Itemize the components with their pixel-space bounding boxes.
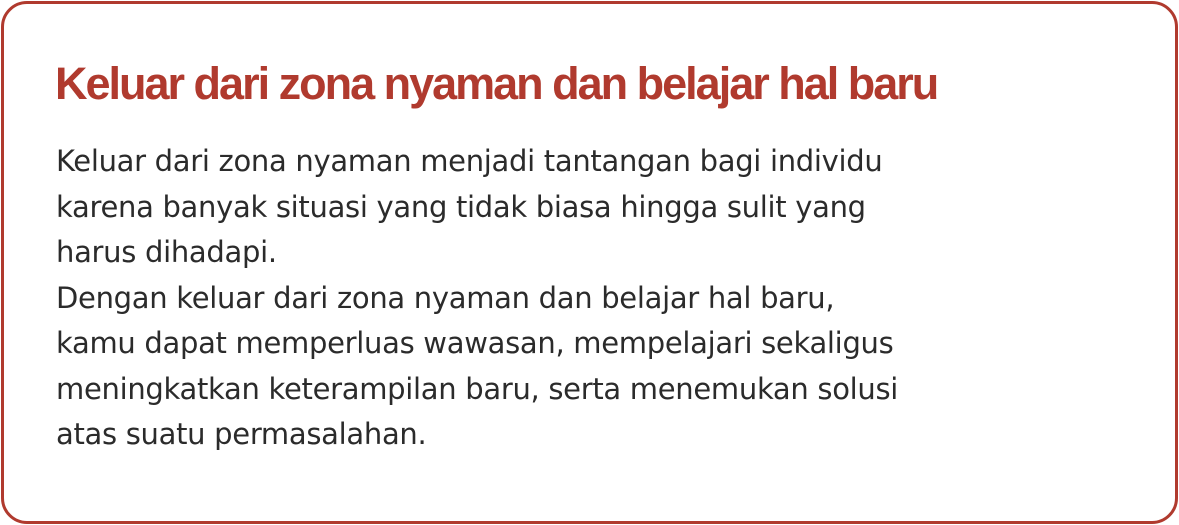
body-line: atas suatu permasalahan. (56, 417, 427, 451)
body-line: meningkatkan keterampilan baru, serta menemukan solusi (56, 371, 899, 406)
body-line: Keluar dari zona nyaman menjadi tantangan bagi individu (56, 144, 883, 178)
body-line: karena banyak situasi yang tidak biasa hingga sulit yang (56, 189, 866, 224)
card-title: Keluar dari zona nyaman dan belajar hal baru (55, 58, 938, 109)
body-line: Dengan keluar dari zona nyaman dan belajar hal baru, (56, 280, 835, 315)
card-body (56, 139, 1136, 458)
body-line: harus dihadapi. (56, 235, 277, 269)
info-card (1, 1, 1178, 524)
body-line: kamu dapat memperluas wawasan, mempelajari sekaligus (56, 326, 894, 360)
